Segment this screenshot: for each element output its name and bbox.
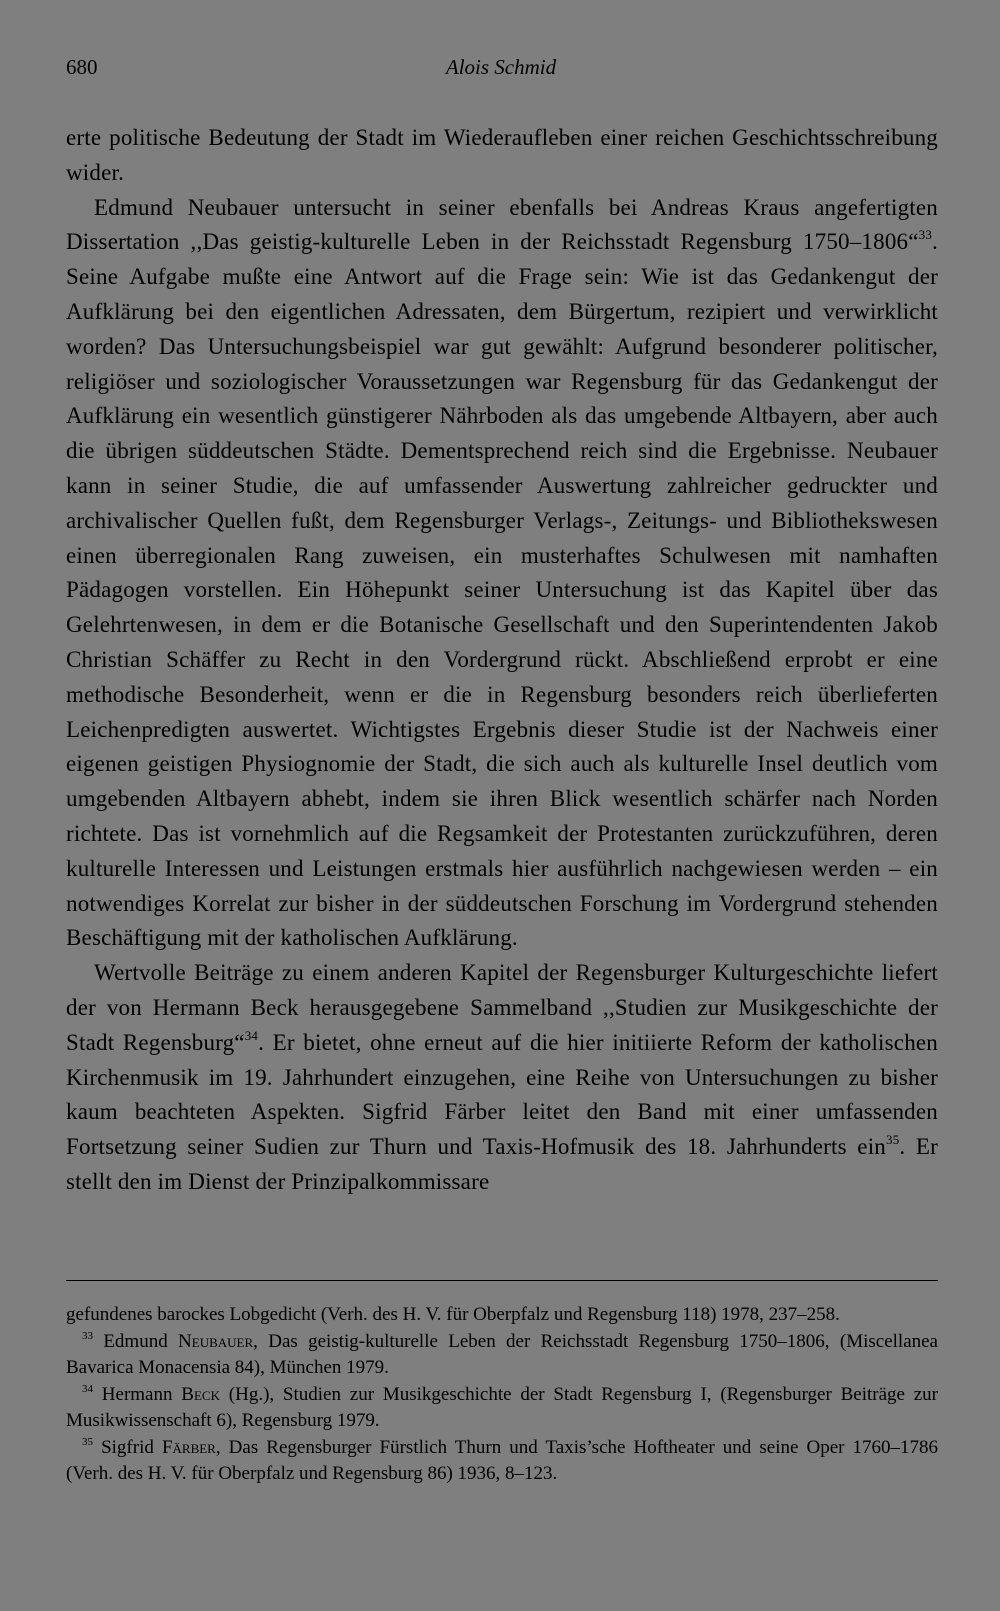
main-text bbox=[66, 121, 938, 1200]
footnote-author-first: Hermann bbox=[101, 1383, 173, 1405]
footnote-33 bbox=[66, 1329, 938, 1382]
footnote-divider bbox=[66, 1280, 938, 1281]
running-head: Alois Schmid bbox=[445, 55, 557, 79]
paragraph bbox=[66, 191, 938, 957]
footnote-author-last: Beck bbox=[181, 1383, 220, 1405]
paragraph bbox=[66, 956, 938, 1200]
paragraph-text: Wertvolle Beiträge zu einem anderen Kapitel der Regensburger Kulturgeschichte liefert der von Hermann Beck herausgegebene Sammelband ,,Studien zur Musikgeschichte der Stadt Regensburg“ bbox=[66, 960, 938, 1055]
footnote-text: , Das Regensburger Fürstlich Thurn und Taxis’sche Hoftheater und seine Oper 1760–1786 (Verh. des H. V. für Oberpfalz und Regensburg 86) 1936, 8–123. bbox=[66, 1436, 939, 1484]
footnote-number: 33 bbox=[82, 1329, 93, 1342]
footnote-continuation bbox=[66, 1302, 938, 1329]
footnote-author-first: Sigfrid bbox=[101, 1436, 154, 1458]
footnote-text: (Hg.), Studien zur Musikgeschichte der Stadt Regensburg I, (Regensburger Beiträge zur Musikwissenschaft 6), Regensburg 1979. bbox=[66, 1383, 939, 1431]
footnote-author-last: Färber bbox=[161, 1436, 216, 1458]
paragraph-text: erte politische Bedeutung der Stadt im Wiederaufleben einer reichen Geschichtsschreibung wider. bbox=[66, 125, 938, 185]
footnote-reference: 35 bbox=[886, 1132, 900, 1148]
footnote-number: 35 bbox=[82, 1435, 93, 1448]
footnote-text: gefundenes barockes Lobgedicht (Verh. des H. V. für Oberpfalz und Regensburg 118) 1978, 237–258. bbox=[66, 1304, 840, 1325]
footnote-34 bbox=[66, 1382, 938, 1435]
footnote-number: 34 bbox=[82, 1382, 93, 1395]
paragraph-text: . Er bietet, ohne erneut auf die hier initiierte Reform der katholischen Kirchenmusik im 19. Jahrhundert einzugehen, eine Reihe von Untersuchungen zu bisher kaum beachteten Aspekten. Sigfrid Färber leitet den Band mit einer umfassenden Fortsetzung seiner Sudien zur Thurn und Taxis-Hofmusik des 18. Jahrhunderts ein bbox=[66, 1029, 939, 1160]
footnote-reference: 34 bbox=[244, 1027, 259, 1043]
page-number: 680 bbox=[66, 55, 98, 79]
footnote-author-first: Edmund bbox=[103, 1330, 168, 1352]
paragraph-text: . Seine Aufgabe mußte eine Antwort auf die Frage sein: Wie ist das Gedankengut der Aufklärung bei den eigentlichen Adressaten, dem Bürgertum, rezipiert und verwirklicht worden? Das Untersuchungsbeispiel war gut gewählt: Aufgrund besonderer politischer, religiöser und soziologischer Voraussetzungen war Regensburg für das Gedankengut der Aufklärung ein wesentlich günstigerer Nährboden als das umgebende Altbayern, aber auch die übrigen süddeutschen Städte. Dementsprechend reich sind die Ergebnisse. Neubauer kann in seiner Studie, die auf umfassender Auswertung zahlreicher gedruckter und archivalischer Quellen fußt, dem Regensburger Verlags-, Zeitungs- und Bibliothekswesen einen überregionalen Rang zuweisen, ein musterhaftes Schulwesen mit namhaften Pädagogen vorstellen. Ein Höhepunkt seiner Untersuchung ist das Kapitel über das Gelehrtenwesen, in dem er die Botanische Gesellschaft und den Superintendenten Jakob Christian Schäffer zu Recht in den Vordergrund rückt. Abschließend erprobt er eine methodische Besonderheit, wenn er die in Regensburg besonders reich überlieferten Leichenpredigten auswertet. Wichtigstes Ergebnis dieser Studie ist der Nachweis einer eigenen geistigen Physiognomie der Stadt, die sich auch als kulturelle Insel deutlich vom umgebenden Altbayern abhebt, indem sie ihren Blick wesentlich schärfer nach Norden richtete. Das ist vornehmlich auf die Regsamkeit der Protestanten zurückzuführen, deren kulturelle Interessen und Leistungen erstmals hier ausführlich nachgewiesen werden – ein notwendiges Korrelat zur bisher in der süddeutschen Forschung im Vordergrund stehenden Beschäftigung mit der katholischen Aufklärung. bbox=[66, 229, 938, 951]
footnote-author-last: Neubauer bbox=[178, 1330, 254, 1352]
footnote-35 bbox=[66, 1435, 938, 1488]
paragraph-text: Edmund Neubauer untersucht in seiner ebenfalls bei Andreas Kraus angefertigten Dissertation ,,Das geistig-kulturelle Leben in der Reichsstadt Regensburg 1750–1806“ bbox=[66, 194, 938, 255]
footnote-reference: 33 bbox=[918, 227, 933, 243]
page-header bbox=[66, 52, 936, 82]
footnotes bbox=[66, 1302, 938, 1488]
footnote-text: , Das geistig-kulturelle Leben der Reichsstadt Regensburg 1750–1806, (Miscellanea Bavarica Monacensia 84), München 1979. bbox=[66, 1330, 938, 1378]
paragraph-text: . Er stellt den im Dienst der Prinzipalkommissare bbox=[66, 1134, 939, 1194]
paragraph bbox=[66, 121, 938, 191]
